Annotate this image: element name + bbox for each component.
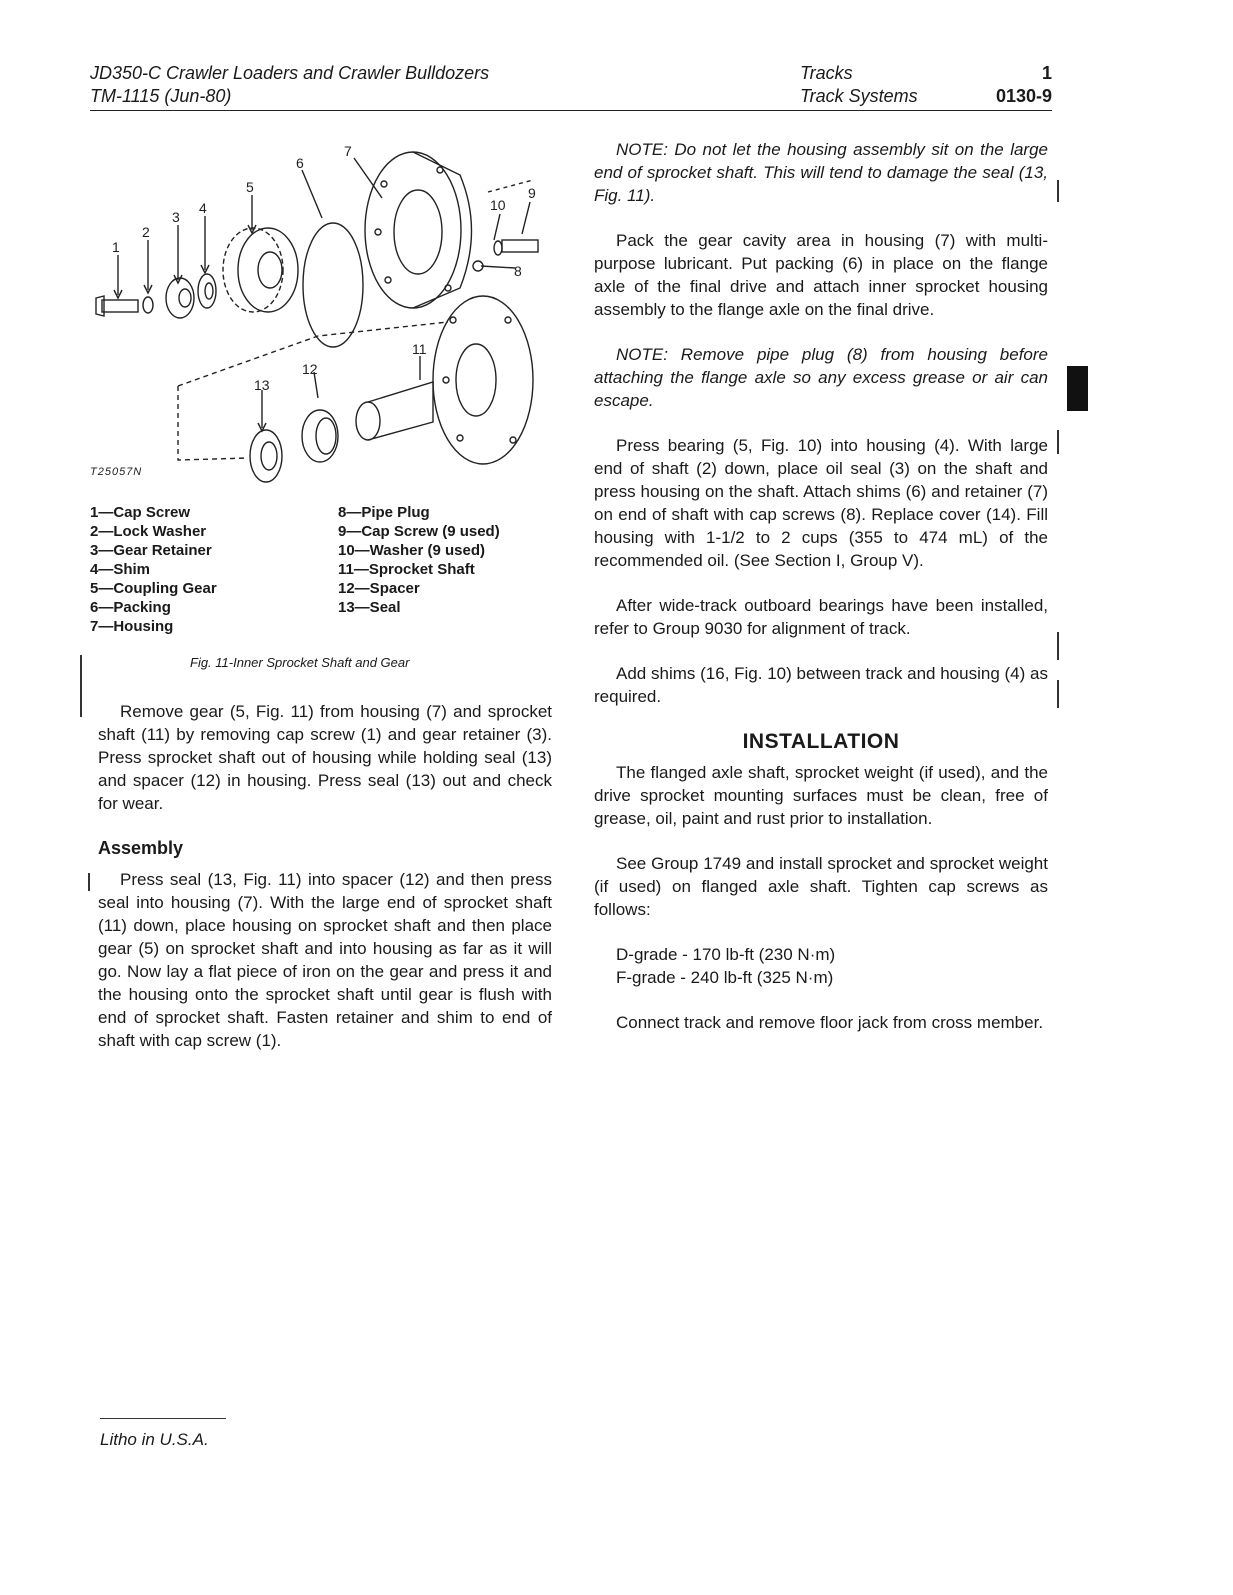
change-bar xyxy=(1057,180,1059,202)
connect-paragraph: Connect track and remove floor jack from cross member. xyxy=(616,1013,1044,1032)
legend-item: 13—Seal xyxy=(338,599,401,616)
legend-item: 9—Cap Screw (9 used) xyxy=(338,523,500,540)
change-bar xyxy=(88,873,90,891)
legend-item: 1—Cap Screw xyxy=(90,504,191,521)
callout-7: 7 xyxy=(344,143,352,159)
legend-item: 4—Shim xyxy=(90,561,151,578)
assembly-paragraph: Press seal (13, Fig. 11) into spacer (12) and then press seal into housing (7). With the large end of sprocket shaft (11) down, place housing on sprocket shaft and then place gear (5) on sprocket shaft and into housing as far as it will go. Now lay a flat piece of iron on the gear and press it and the housing onto the sprocket shaft until gear is flush with end of sprocket shaft. Fasten retainer and shim to end of shaft with cap screw (1). xyxy=(98,870,552,1050)
callout-2: 2 xyxy=(142,224,150,240)
callout-6: 6 xyxy=(296,155,304,171)
legend-right xyxy=(338,503,500,617)
change-bar xyxy=(1057,632,1059,660)
legend-left xyxy=(90,503,217,636)
wide-track-paragraph: After wide-track outboard bearings have been installed, refer to Group 9030 for alignment of track. xyxy=(594,596,1048,638)
figure-caption: Fig. 11-Inner Sprocket Shaft and Gear xyxy=(190,655,410,670)
legend-item: 11—Sprocket Shaft xyxy=(338,561,475,578)
change-bar xyxy=(80,655,82,717)
callout-9: 9 xyxy=(528,185,536,201)
callout-4: 4 xyxy=(199,200,207,216)
legend-item: 8—Pipe Plug xyxy=(338,504,430,521)
change-bar xyxy=(1057,430,1059,454)
callout-13: 13 xyxy=(254,377,270,393)
figure-code: T25057N xyxy=(90,466,143,478)
manual-number: TM-1115 (Jun-80) xyxy=(90,86,232,106)
legend-item: 10—Washer (9 used) xyxy=(338,542,485,559)
callout-10: 10 xyxy=(490,197,506,213)
manual-title: JD350-C Crawler Loaders and Crawler Bulldozers xyxy=(90,63,490,83)
callout-12: 12 xyxy=(302,361,318,377)
section-number: 1 xyxy=(1041,63,1052,83)
page-number: 0130-9 xyxy=(995,86,1052,106)
callout-8: 8 xyxy=(514,263,522,279)
legend-item: 6—Packing xyxy=(90,599,171,616)
header-left xyxy=(90,62,489,108)
torque-spec-d-grade: D-grade - 170 lb-ft (230 N·m) xyxy=(616,945,836,964)
legend-item: 7—Housing xyxy=(90,618,174,635)
left-column xyxy=(98,700,552,1074)
installation-heading: INSTALLATION xyxy=(742,730,900,753)
legend-item: 12—Spacer xyxy=(338,580,420,597)
pack-paragraph: Pack the gear cavity area in housing (7) with multi-purpose lubricant. Put packing (6) in place on the flange axle of the final drive and attach inner sprocket housing assembly to the flange axle on the final drive. xyxy=(594,231,1048,319)
shims-paragraph: Add shims (16, Fig. 10) between track and housing (4) as required. xyxy=(594,664,1048,706)
press-paragraph: Press bearing (5, Fig. 10) into housing (4). With large end of shaft (2) down, place oil seal (3) on the shaft and press housing on the shaft. Attach shims (6) and retainer (7) on end of shaft with cap screws (8). Replace cover (14). Fill housing with 1-1/2 to 2 cups (355 to 474 mL) of the recommended oil. (See Section I, Group V). xyxy=(594,436,1048,570)
legend-item: 3—Gear Retainer xyxy=(90,542,212,559)
install-paragraph: The flanged axle shaft, sprocket weight (if used), and the drive sprocket mounting surfaces must be clean, free of grease, oil, paint and rust prior to installation. xyxy=(594,763,1048,828)
callout-11: 11 xyxy=(412,341,427,357)
torque-spec-f-grade: F-grade - 240 lb-ft (325 N·m) xyxy=(616,968,834,987)
section-title: Tracks xyxy=(800,63,853,83)
callout-1: 1 xyxy=(112,239,120,255)
remove-paragraph: Remove gear (5, Fig. 11) from housing (7) and sprocket shaft (11) by removing cap screw (1) and gear retainer (3). Press sprocket shaft out of housing while holding seal (13) and spacer (12) in housing. Press seal (13) out and check for wear. xyxy=(98,702,552,813)
header-right xyxy=(800,62,1052,108)
header-rule xyxy=(90,110,1052,111)
note-pipe-plug: NOTE: Remove pipe plug (8) from housing before attaching the flange axle so any excess grease or air can escape. xyxy=(594,345,1048,410)
assembly-heading: Assembly xyxy=(98,838,184,858)
legend-item: 2—Lock Washer xyxy=(90,523,207,540)
legend-item: 5—Coupling Gear xyxy=(90,580,217,597)
section-subtitle: Track Systems xyxy=(800,86,918,106)
footer-rule xyxy=(100,1418,226,1419)
note-housing: NOTE: Do not let the housing assembly sit on the large end of sprocket shaft. This will tend to damage the seal (13, Fig. 11). xyxy=(594,140,1048,205)
change-bar xyxy=(1057,680,1059,708)
callout-3: 3 xyxy=(172,209,180,225)
group-paragraph: See Group 1749 and install sprocket and sprocket weight (if used) on flanged axle shaft. Tighten cap screws as follows: xyxy=(594,854,1048,919)
footer-text: Litho in U.S.A. xyxy=(100,1430,209,1449)
section-thumb-tab xyxy=(1067,366,1088,411)
right-column xyxy=(594,138,1048,1056)
exploded-view-figure xyxy=(88,140,558,495)
callout-5: 5 xyxy=(246,179,254,195)
